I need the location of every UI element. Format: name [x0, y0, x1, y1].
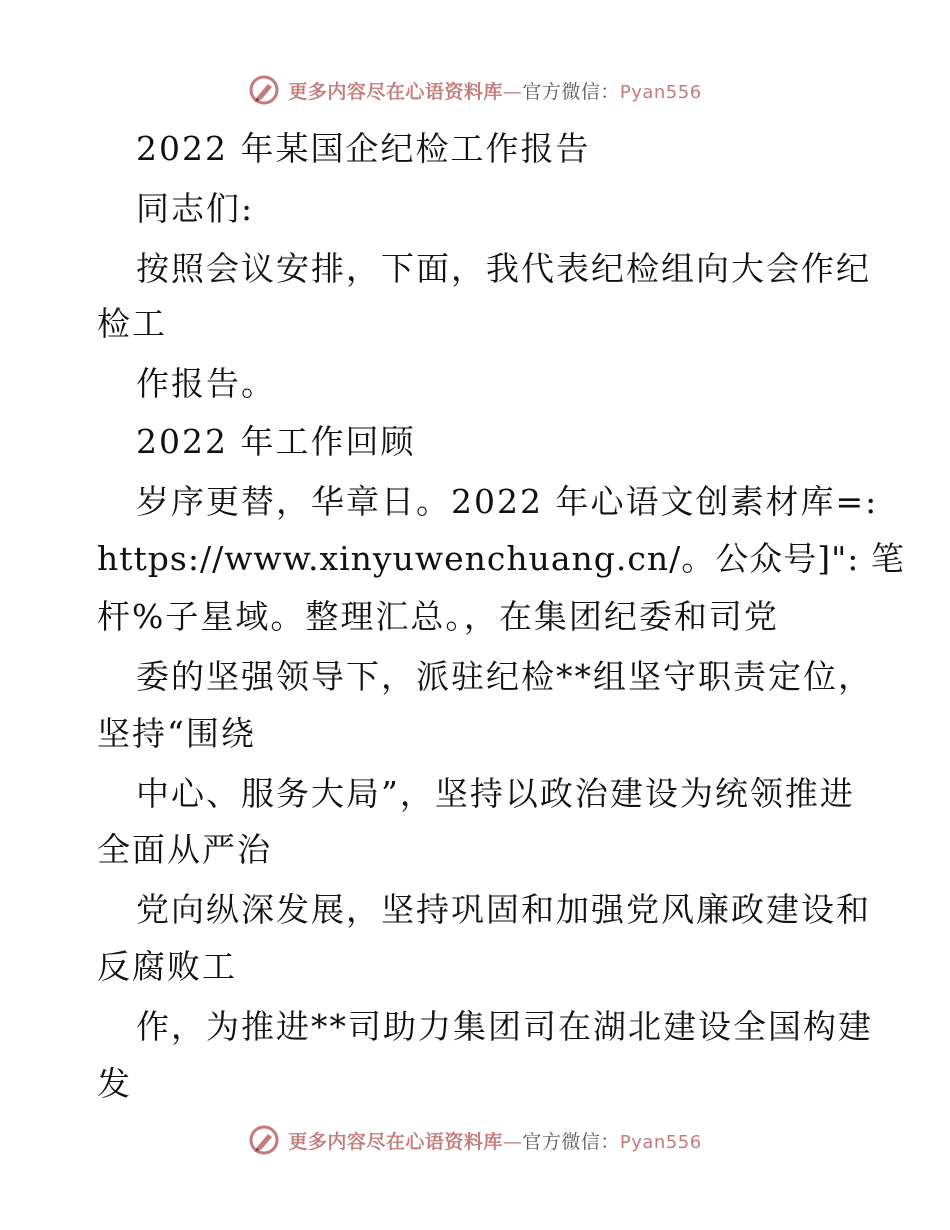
banner-wechat-id: Pyan556 [619, 81, 702, 103]
document-line: 作报告。 [136, 364, 276, 403]
banner-label: 官方微信 [522, 80, 601, 103]
header-banner [0, 70, 950, 110]
document-line: 2022 年工作回顾 [136, 422, 416, 461]
banner-wechat-id: Pyan556 [619, 1131, 702, 1153]
banner-label: 官方微信 [522, 1130, 601, 1153]
banner-dash: — [502, 80, 523, 103]
document-line: 反腐败工 [97, 947, 237, 986]
document-line: 杆%子星域。整理汇总。，在集团纪委和司党 [97, 597, 779, 636]
banner-main-text: 更多内容尽在心语资料库 [288, 80, 503, 103]
document-line: 中心、服务大局”，坚持以政治建设为统领推进 [136, 774, 855, 813]
document-title: 2022 年某国企纪检工作报告 [136, 129, 591, 168]
document-line: https://www.xinyuwenchuang.cn/。公众号]": 笔 [97, 539, 905, 578]
document-line: 按照会议安排，下面，我代表纪检组向大会作纪 [136, 249, 871, 288]
document-line: 全面从严治 [97, 830, 272, 869]
footer-banner [0, 1120, 950, 1160]
pen-logo-icon [248, 1124, 280, 1156]
document-line: 岁序更替，华章日。2022 年心语文创素材库=: [136, 482, 879, 521]
banner-dash: — [502, 1130, 523, 1153]
document-body [0, 120, 950, 1110]
banner-text [288, 77, 701, 104]
document-line: 同志们: [136, 189, 255, 228]
document-line: 作，为推进**司助力集团司在湖北建设全国构建 [136, 1007, 873, 1046]
document-line: 检工 [97, 304, 167, 343]
document-line: 坚持“围绕 [97, 714, 256, 753]
banner-text [288, 1127, 701, 1154]
banner-separator: ： [600, 80, 620, 103]
banner-main-text: 更多内容尽在心语资料库 [288, 1130, 503, 1153]
document-line: 发 [97, 1064, 132, 1103]
document-line: 党向纵深发展，坚持巩固和加强党风廉政建设和 [136, 890, 871, 929]
document-line: 委的坚强领导下，派驻纪检**组坚守职责定位， [136, 657, 873, 696]
pen-logo-icon [248, 74, 280, 106]
banner-separator: ： [600, 1130, 620, 1153]
